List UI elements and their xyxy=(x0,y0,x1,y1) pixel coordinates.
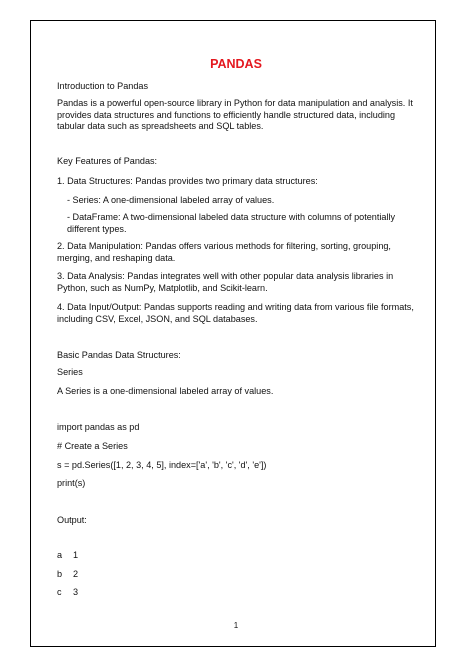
feature-1: 1. Data Structures: Pandas provides two primary data structures: xyxy=(57,176,318,186)
output-row xyxy=(57,550,78,562)
document-title: PANDAS xyxy=(210,57,262,71)
code-series-line: s = pd.Series([1, 2, 3, 4, 5], index=['a', 'b', 'c', 'd', 'e']) xyxy=(57,460,267,470)
feature-1-series: - Series: A one-dimensional labeled array of values. xyxy=(67,195,275,205)
feature-4: 4. Data Input/Output: Pandas supports reading and writing data from various file formats, including CSV, Excel, JSON, and SQL databases. xyxy=(57,302,414,324)
feature-3: 3. Data Analysis: Pandas integrates well with other popular data analysis libraries in Python, such as NumPy, Matplotlib, and Scikit-learn. xyxy=(57,271,394,293)
output-row xyxy=(57,569,78,581)
code-comment-line: # Create a Series xyxy=(57,441,128,451)
output-row-value: 3 xyxy=(73,587,79,597)
feature-2: 2. Data Manipulation: Pandas offers various methods for filtering, sorting, grouping, merging, and reshaping data. xyxy=(57,241,391,263)
intro-heading: Introduction to Pandas xyxy=(57,81,148,91)
series-heading: Series xyxy=(57,367,83,377)
output-row-label: a xyxy=(57,550,63,560)
output-row-label: b xyxy=(57,569,63,579)
output-row-label: c xyxy=(57,587,62,597)
page-number: 1 xyxy=(233,621,239,630)
output-row-value: 2 xyxy=(73,569,79,579)
output-row-value: 1 xyxy=(73,550,79,560)
series-description: A Series is a one-dimensional labeled array of values. xyxy=(57,386,274,396)
feature-1-dataframe: - DataFrame: A two-dimensional labeled data structure with columns of potentially different types. xyxy=(67,212,396,234)
basic-structures-heading: Basic Pandas Data Structures: xyxy=(57,350,181,360)
output-row xyxy=(57,587,78,599)
intro-paragraph: Pandas is a powerful open-source library in Python for data manipulation and analysis. It provides data structures and functions to efficiently handle structured data, including tabular data such as spreadsheets and SQL tables. xyxy=(57,98,413,132)
output-heading: Output: xyxy=(57,515,87,525)
code-print-line: print(s) xyxy=(57,478,86,488)
code-import-line: import pandas as pd xyxy=(57,422,140,432)
features-heading: Key Features of Pandas: xyxy=(57,156,158,166)
